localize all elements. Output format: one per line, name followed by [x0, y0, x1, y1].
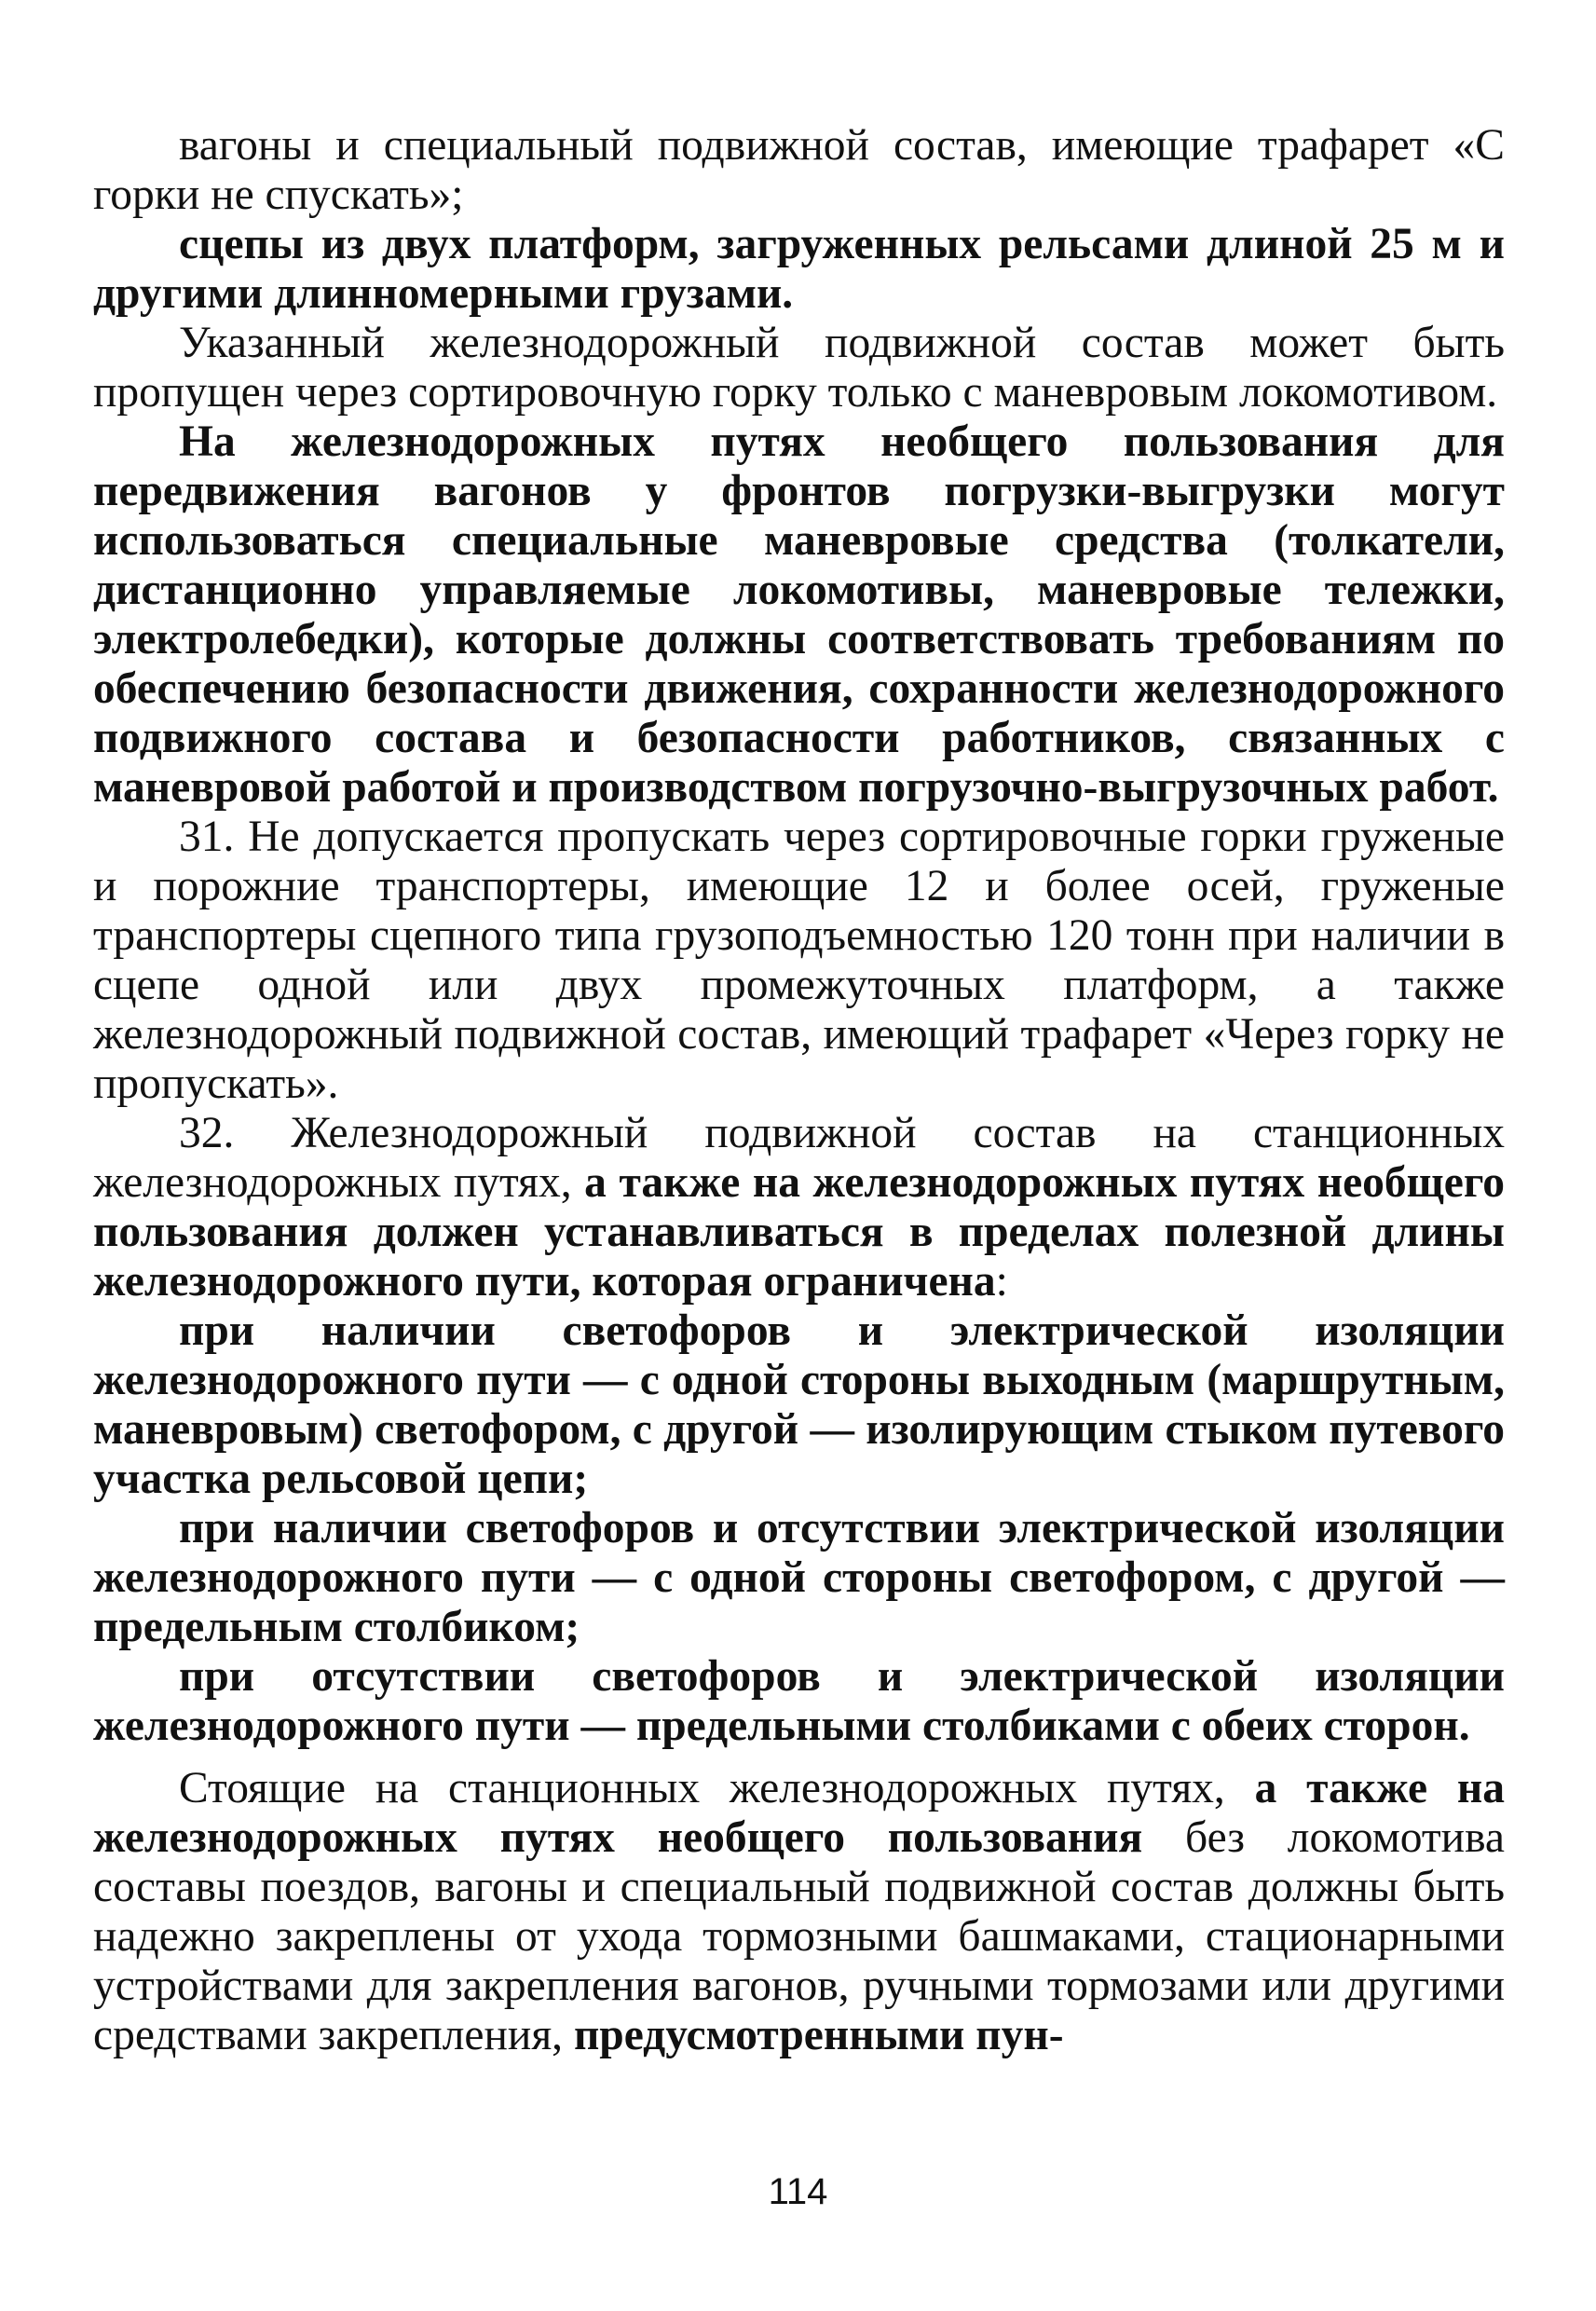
- paragraph-signals-no-isolation: [93, 1504, 1505, 1652]
- text-run-bold: На железнодорожных путях необщего пользования для передвижения вагонов у фронтов погрузки-выгрузки могут использоваться специальные маневровые средства (толкатели, дистанционно управляемые локомотивы, маневровые тележки, электролебедки), которые должны соответствовать требованиям по обеспечению безопасности движения, сохранности железнодорожного подвижного состава и безопасности работников, связанных с маневровой работой и производством погрузочно-выгрузочных работ.: [93, 417, 1505, 812]
- text-run: 31. Не допускается пропускать через сортировочные горки груженые и порожние транспортеры, имеющие 12 и более осей, груженые транспортеры сцепного типа грузоподъемностью 120 тонн при наличии в сцепе одной или двух промежуточных платформ, а также железнодорожный подвижной состав, имеющий трафарет «Через горку не пропускать».: [93, 813, 1505, 1108]
- text-run-bold: сцепы из двух платформ, загруженных рельсами длиной 25 м и другими длинномерными грузами.: [93, 220, 1505, 318]
- paragraph-hump-passing: [93, 319, 1505, 417]
- paragraph-wagons-stencil: [93, 121, 1505, 220]
- text-run: вагоны и специальный подвижной состав, имеющие трафарет «С горки не спускать»;: [93, 121, 1505, 219]
- paragraph-platform-couplings: [93, 220, 1505, 319]
- paragraph-32: [93, 1109, 1505, 1306]
- text-run: 32. Железнодорожный подвижной состав на станционных железнодорожных путях,: [93, 1109, 1505, 1207]
- body-text: [93, 121, 1505, 2060]
- text-run: без локомотива составы поездов, вагоны и специальный подвижной состав должны быть надежно закреплены от ухода тормозными башмаками, стационарными устройствами для закрепления вагонов, ручными тормозами или другими средствами закрепления,: [93, 1813, 1505, 2059]
- paragraph-no-signals: [93, 1652, 1505, 1751]
- paragraph-shunting-means: [93, 417, 1505, 813]
- text-run-bold: при наличии светофоров и отсутствии электрической изоляции железнодорожного пути — с одной стороны светофором, с другой — предельным столбиком;: [93, 1504, 1505, 1651]
- text-run-bold: при наличии светофоров и электрической изоляции железнодорожного пути — с одной стороны выходным (маршрутным, маневровым) светофором, с другой — изолирующим стыком путевого участка рельсовой цепи;: [93, 1306, 1505, 1503]
- text-run: Указанный железнодорожный подвижной состав может быть пропущен через сортировочную горку только с маневровым локомотивом.: [93, 319, 1505, 417]
- paragraph-31: [93, 813, 1505, 1109]
- text-run: :: [995, 1257, 1008, 1306]
- page-body: [93, 121, 1505, 2060]
- text-run-bold: а также на железнодорожных путях необщего пользования должен устанавливаться в пределах полезной длины железнодорожного пути, которая ограничена: [93, 1158, 1505, 1306]
- paragraph-signals-and-isolation: [93, 1306, 1505, 1504]
- text-run: Стоящие на станционных железнодорожных путях,: [179, 1764, 1255, 1812]
- text-run-bold: при отсутствии светофоров и электрической изоляции железнодорожного пути — предельными столбиками с обеих сторон.: [93, 1652, 1505, 1750]
- page-number: 114: [768, 2171, 828, 2212]
- text-run-bold: предусмотренными пун-: [573, 2011, 1064, 2059]
- text-run-bold: а также на железнодорожных путях необщего пользования: [93, 1764, 1505, 1862]
- paragraph-securing-trains: [93, 1764, 1505, 2060]
